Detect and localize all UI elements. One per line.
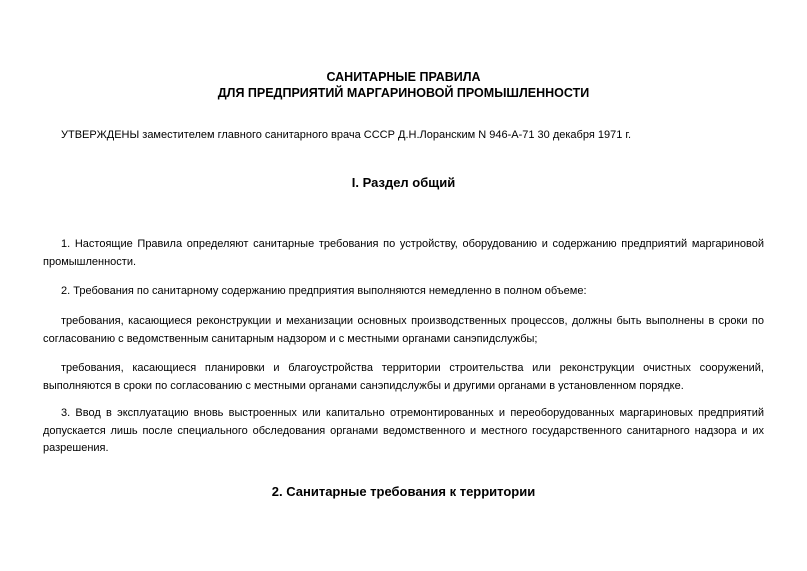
paragraph-3: 3. Ввод в эксплуатацию вновь выстроенных или капитально отремонтированных и переоборудованных маргариновых предприятий допускается лишь после специального обследования органами ведомственного и местного государственного санитарного надзора и их разрешения.	[43, 407, 764, 454]
paragraph-2: 2. Требования по санитарному содержанию предприятия выполняются немедленно в полном объеме:	[61, 285, 587, 297]
paragraph-2-item-reconstruction: требования, касающиеся реконструкции и механизации основных производственных процессов, должны быть выполнены в сроки по согласованию с ведомственным санитарным надзором и с местными органами санэпидслужбы;	[43, 315, 764, 345]
document-title-line-1: САНИТАРНЫЕ ПРАВИЛА	[326, 70, 481, 84]
approval-statement: УТВЕРЖДЕНЫ заместителем главного санитарного врача СССР Д.Н.Лоранским N 946-А-71 30 декабря 1971 г.	[61, 129, 632, 141]
document-title-line-2: ДЛЯ ПРЕДПРИЯТИЙ МАРГАРИНОВОЙ ПРОМЫШЛЕННОСТИ	[217, 86, 590, 100]
paragraph-1: 1. Настоящие Правила определяют санитарные требования по устройству, оборудованию и содержанию предприятий маргариновой промышленности.	[43, 238, 764, 268]
section-heading-general: I. Раздел общий	[351, 175, 456, 190]
section-heading-territory: 2. Санитарные требования к территории	[271, 484, 536, 499]
paragraph-2-item-planning: требования, касающиеся планировки и благоустройства территории строительства или реконструкции очистных сооружений, выполняются в сроки по согласованию с местными органами санэпидслужбы и другими органами в установленном порядке.	[43, 362, 764, 392]
